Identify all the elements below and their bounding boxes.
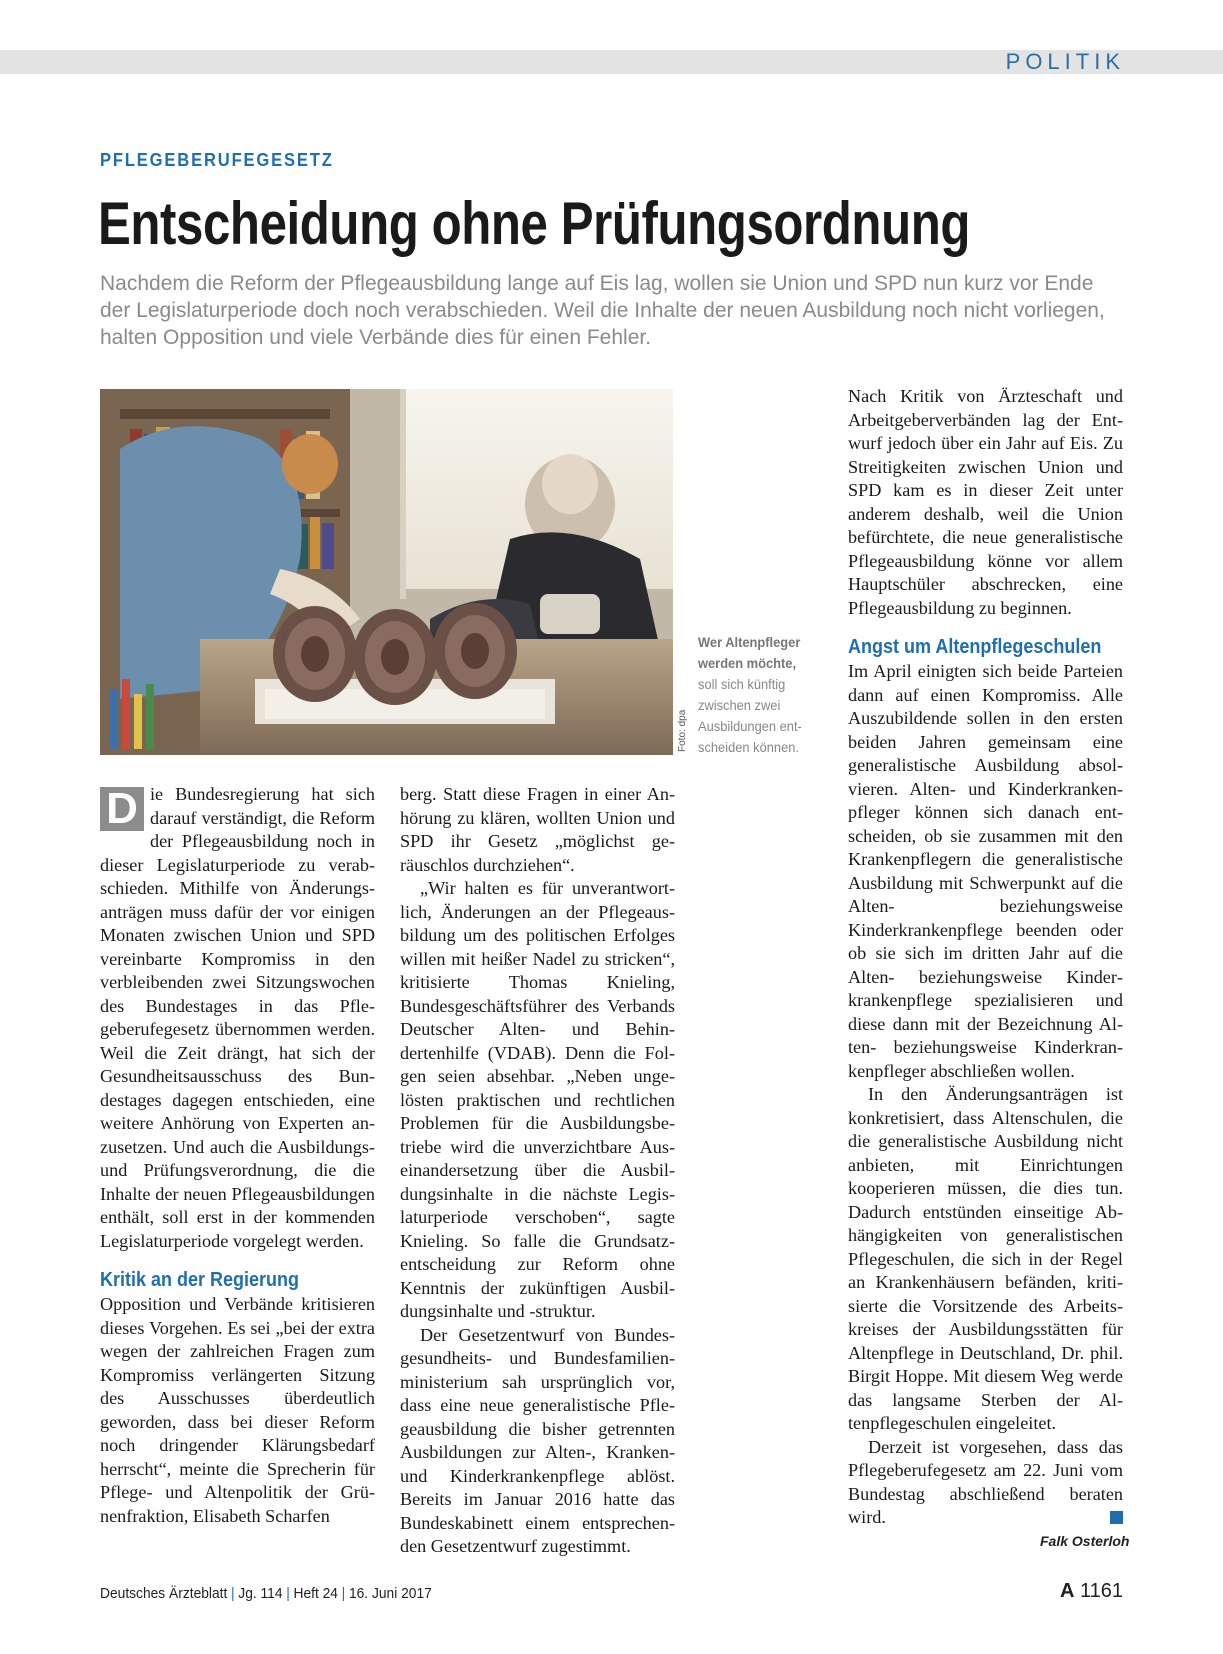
col1-paragraph-1: ie Bundesregierung hat sich darauf verständigt, die Reform der Pflegeausbildung noch in dieser Legislaturperiode zu verabschieden. Mithilfe von Änderungsanträgen muss dafür der vor einigen Monaten zwischen Union und SPD vereinbarte Kompromiss in den verbleibenden zwei Sitzungswochen des Bundestages in das Pflegeberufegesetz übernommen werden. Weil die Zeit drängt, hat sich der Gesundheitsausschuss des Bundestages dagegen entschieden, eine weitere Anhörung von Experten anzusetzen. Und auch die Ausbildungs- und Prüfungsverordnung, die die Inhalte der neuen Pflegeausbildungen enthält, soll erst in der kommenden Legislaturperiode vorgelegt werden. xyxy=(100,784,375,1251)
photo-caption xyxy=(698,632,816,758)
page-footer xyxy=(100,1585,432,1602)
article-lead: Nachdem die Reform der Pflegeausbildung lange auf Eis lag, wollen sie Union und SPD nun kurz vor Ende der Legislaturperiode doch noch verabschieden. Weil die Inhalte der neuen Ausbildung noch nicht vorliegen, halten Opposition und viele Verbände dies für einen Fehler. xyxy=(100,272,1105,349)
col3-paragraph-3: In den Änderungsanträgen ist konkretisiert, dass Altenschulen, die die generalistische Ausbildung nicht anbieten, mit Einrichtungen kooperieren müssen, die dies tun. Dadurch entstünden einseitige Abhängigkeiten von generalistischen Pflegeschulen, die sich in der Regel an Krankenhäusern befänden, kritisierte die Vorsitzende des Arbeitskreises der Ausbildungsstätten für Altenpflege in Deutschland, Dr. phil. Birgit Hoppe. Mit diesem Weg werde das langsame Sterben der Altenpflegeschulen eingeleitet. xyxy=(848,1084,1123,1433)
article-photo xyxy=(100,389,673,755)
col2-paragraph-2: „Wir halten es für unverantwortlich, Änderungen an der Pflegeausbildung um des politischen Erfolges willen mit heißer Nadel zu stricken“, kritisierte Thomas Knieling, Bundesgeschäftsführer des Verbands Deutscher Alten- und Behindertenhilfe (VDAB). Denn die Folgen seien absehbar. „Neben ungelösten praktischen und rechtlichen Problemen für die Ausbildungsbetriebe wird die unverzichtbare Auseinandersetzung über die Ausbildungsinhalte in die nächste Legislaturperiode verschoben“, sagte Knieling. So falle die Grundsatzentscheidung zur Reform ohne Kenntnis der zukünftigen Ausbildungsinhalte und -struktur. xyxy=(400,878,675,1321)
footer-separator: | xyxy=(231,1585,235,1602)
col2-paragraph-1: berg. Statt diese Fragen in einer Anhörung zu klären, wollten Union und SPD ihr Gesetz „möglichst geräuschlos durchziehen“. xyxy=(400,784,675,875)
footer-issue: Heft 24 xyxy=(293,1585,338,1602)
section-label: POLITIK xyxy=(1005,49,1125,74)
page-prefix: A xyxy=(1059,1580,1075,1602)
caption-text: soll sich künftig zwischen zwei Ausbildungen entscheiden können. xyxy=(698,676,802,755)
page-number-value: 1161 xyxy=(1079,1580,1123,1602)
article-headline: Entscheidung ohne Prüfungsordnung xyxy=(98,190,971,257)
col3-paragraph-4: Derzeit ist vorgesehen, dass das Pflegeberufegesetz am 22. Juni vom Bundestag abschließend beraten wird. xyxy=(848,1436,1123,1527)
photo-credit: Foto: dpa xyxy=(677,709,688,752)
footer-separator: | xyxy=(286,1585,290,1602)
col1-paragraph-2: Opposition und Verbände kritisieren dieses Vorgehen. Es sei „bei der extra wegen der zahlreichen Fragen zum Kompromiss verlängerten Sitzung des Ausschusses überdeutlich geworden, dass bei dieser Reform noch dringender Klärungsbedarf herrscht“, meinte die Sprecherin für Pflege- und Altenpolitik der Grünenfraktion, Elisabeth Scharfen xyxy=(100,1294,375,1526)
page-number xyxy=(1060,1580,1123,1603)
column-1 xyxy=(100,783,375,1528)
col3-paragraph-1: Nach Kritik von Ärzteschaft und Arbeitgeberverbänden lag der Entwurf jedoch über ein Jahr auf Eis. Zu Streitigkeiten zwischen Union und SPD kam es in dieser Zeit unter anderem deshalb, weil die Union befürchtete, die neue generalistische Pflegeausbildung könne vor allem Hauptschüler abschrecken, eine Pflegeausbildung zu beginnen. xyxy=(848,386,1123,618)
photo-illustration xyxy=(100,389,673,755)
footer-volume: Jg. 114 xyxy=(238,1585,283,1602)
footer-date: 16. Juni 2017 xyxy=(348,1585,432,1602)
end-mark-icon xyxy=(1110,1511,1123,1524)
column-3 xyxy=(848,385,1123,1530)
col3-paragraph-2: Im April einigten sich beide Parteien dann auf einen Kompromiss. Alle Auszubildende sollen in den ersten beiden Jahren gemeinsam eine generalistische Ausbildung absolvieren. Alten- und Kinderkrankenpfleger können sich danach entscheiden, ob sie zusammen mit den Krankenpflegern die generalistische Ausbildung mit Schwerpunkt auf die Alten- beziehungsweise Kinderkrankenpflege beenden oder ob sie sich im dritten Jahr auf die Alten- beziehungsweise Kinderkrankenpflege spezialisieren und diese dann mit der Bezeichnung Alten- beziehungsweise Kinderkrankenpfleger abschließen wollen. xyxy=(848,661,1123,1081)
col2-paragraph-3: Der Gesetzentwurf von Bundesgesundheits- und Bundesfamilienministerium sah ursprünglich vor, dass eine neue generalistische Pflegeausbildung die bisher getrennten Ausbildungen zur Alten-, Kranken- und Kinderkrankenpflege ablöst. Bereits im Januar 2016 hatte das Bundeskabinett einem entsprechenden Gesetzentwurf zugestimmt. xyxy=(400,1324,675,1556)
subhead-kritik: Kritik an der Regierung xyxy=(100,1269,300,1291)
footer-separator: | xyxy=(341,1585,346,1602)
footer-publication: Deutsches Ärzteblatt xyxy=(100,1585,228,1602)
article-kicker: PFLEGEBERUFEGESETZ xyxy=(100,150,334,170)
column-2 xyxy=(400,783,675,1559)
subhead-angst: Angst um Altenpflegeschulen xyxy=(848,636,1102,658)
author-name: Falk Osterloh xyxy=(1040,1533,1130,1549)
drop-cap: D xyxy=(100,787,144,831)
caption-bold: Wer Altenpfleger werden möchte, xyxy=(698,634,801,671)
